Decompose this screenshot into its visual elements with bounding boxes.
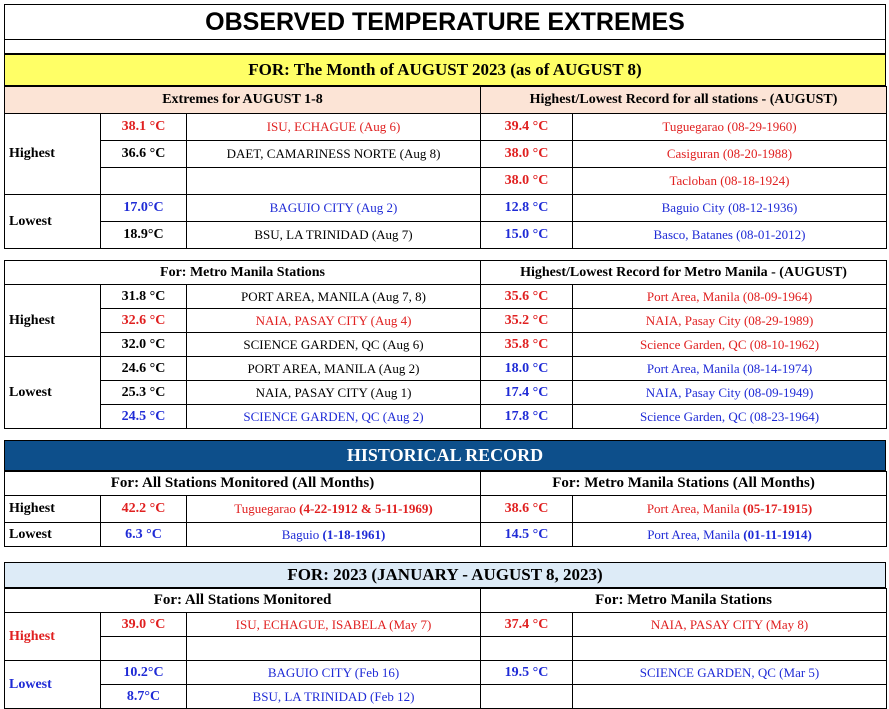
record-station-cell: Tuguegarao (08-29-1960): [573, 114, 887, 141]
station-cell: NAIA, PASAY CITY (Aug 1): [187, 381, 481, 405]
station-cell: BAGUIO CITY (Aug 2): [187, 195, 481, 222]
record-temp-cell: 17.8 °C: [481, 405, 573, 429]
record-temp-cell: 38.0 °C: [481, 168, 573, 195]
temp-cell: [101, 168, 187, 195]
record-station-cell: Science Garden, QC (08-23-1964): [573, 405, 887, 429]
station-cell: ISU, ECHAGUE, ISABELA (May 7): [187, 613, 481, 637]
station-cell: BSU, LA TRINIDAD (Aug 7): [187, 222, 481, 249]
record-temp-cell: 35.6 °C: [481, 285, 573, 309]
section-header: Highest/Lowest Record for Metro Manila - (AUGUST): [481, 261, 887, 285]
historical-banner: HISTORICAL RECORD: [4, 440, 886, 471]
record-temp-cell: 18.0 °C: [481, 357, 573, 381]
station-cell: [187, 523, 481, 547]
record-station-cell: [573, 523, 887, 547]
empty-cell: [187, 637, 481, 661]
section-header: For: Metro Manila Stations (All Months): [481, 472, 887, 496]
month-banner: FOR: The Month of AUGUST 2023 (as of AUGUST 8): [4, 54, 886, 86]
station-name: Port Area, Manila: [647, 526, 740, 542]
station-cell: DAET, CAMARINESS NORTE (Aug 8): [187, 141, 481, 168]
record-station-cell: Baguio City (08-12-1936): [573, 195, 887, 222]
temp-cell: 8.7°C: [101, 685, 187, 709]
temp-cell: 24.5 °C: [101, 405, 187, 429]
station-cell: PORT AREA, MANILA (Aug 2): [187, 357, 481, 381]
august-metro-manila-table: [4, 260, 886, 429]
temp-cell: 25.3 °C: [101, 381, 187, 405]
august-all-stations-table: [4, 86, 886, 249]
lowest-label: Lowest: [5, 523, 101, 547]
lowest-label: Lowest: [5, 661, 101, 709]
record-station-cell: NAIA, Pasay City (08-29-1989): [573, 309, 887, 333]
record-station-cell: Casiguran (08-20-1988): [573, 141, 887, 168]
station-name: Baguio: [281, 526, 320, 542]
station-name: Tuguegarao: [234, 501, 296, 516]
record-station-cell: NAIA, PASAY CITY (May 8): [573, 613, 887, 637]
year-2023-banner: FOR: 2023 (JANUARY - AUGUST 8, 2023): [4, 562, 886, 588]
record-station-cell: Science Garden, QC (08-10-1962): [573, 333, 887, 357]
temp-cell: 42.2 °C: [101, 496, 187, 523]
temp-cell: 32.0 °C: [101, 333, 187, 357]
record-station-cell: SCIENCE GARDEN, QC (Mar 5): [573, 661, 887, 685]
station-cell: PORT AREA, MANILA (Aug 7, 8): [187, 285, 481, 309]
section-header: For: All Stations Monitored (All Months): [5, 472, 481, 496]
temp-cell: 17.0°C: [101, 195, 187, 222]
section-header: For: Metro Manila Stations: [5, 261, 481, 285]
temp-cell: 36.6 °C: [101, 141, 187, 168]
year-2023-section: [4, 562, 886, 709]
lowest-label: Lowest: [5, 195, 101, 249]
lowest-label: Lowest: [5, 357, 101, 429]
record-temp-cell: 37.4 °C: [481, 613, 573, 637]
highest-label: Highest: [5, 496, 101, 523]
record-date: (05-17-1915): [742, 501, 813, 516]
station-cell: [187, 496, 481, 523]
highest-label: Highest: [5, 285, 101, 357]
record-temp-cell: 14.5 °C: [481, 523, 573, 547]
temp-cell: 31.8 °C: [101, 285, 187, 309]
section-header: For: Metro Manila Stations: [481, 589, 887, 613]
record-station-cell: NAIA, Pasay City (08-09-1949): [573, 381, 887, 405]
temp-cell: 38.1 °C: [101, 114, 187, 141]
station-cell: ISU, ECHAGUE (Aug 6): [187, 114, 481, 141]
temp-cell: 10.2°C: [101, 661, 187, 685]
page-title: OBSERVED TEMPERATURE EXTREMES: [4, 4, 886, 40]
historical-record-section: [4, 440, 886, 547]
highest-label: Highest: [5, 613, 101, 661]
station-name: Port Area, Manila: [646, 501, 740, 516]
temp-cell: 32.6 °C: [101, 309, 187, 333]
station-cell: BSU, LA TRINIDAD (Feb 12): [187, 685, 481, 709]
station-cell: SCIENCE GARDEN, QC (Aug 6): [187, 333, 481, 357]
empty-cell: [101, 637, 187, 661]
record-temp-cell: 17.4 °C: [481, 381, 573, 405]
temp-cell: 18.9°C: [101, 222, 187, 249]
record-temp-cell: 15.0 °C: [481, 222, 573, 249]
record-temp-cell: 19.5 °C: [481, 661, 573, 685]
record-station-cell: [573, 496, 887, 523]
record-temp-cell: [481, 685, 573, 709]
record-station-cell: Port Area, Manila (08-14-1974): [573, 357, 887, 381]
record-date: (4-22-1912 & 5-11-1969): [299, 501, 433, 516]
record-date: (1-18-1961): [322, 526, 386, 542]
record-temp-cell: 35.2 °C: [481, 309, 573, 333]
temp-cell: 6.3 °C: [101, 523, 187, 547]
record-date: (01-11-1914): [743, 526, 812, 542]
station-cell: NAIA, PASAY CITY (Aug 4): [187, 309, 481, 333]
record-temp-cell: 38.0 °C: [481, 141, 573, 168]
section-header: Highest/Lowest Record for all stations - (AUGUST): [481, 87, 887, 114]
record-station-cell: Tacloban (08-18-1924): [573, 168, 887, 195]
station-cell: [187, 168, 481, 195]
station-cell: BAGUIO CITY (Feb 16): [187, 661, 481, 685]
highest-label: Highest: [5, 114, 101, 195]
temp-cell: 39.0 °C: [101, 613, 187, 637]
record-temp-cell: 38.6 °C: [481, 496, 573, 523]
spacer-row: [4, 40, 886, 54]
temp-cell: 24.6 °C: [101, 357, 187, 381]
empty-cell: [481, 637, 573, 661]
section-header: Extremes for AUGUST 1-8: [5, 87, 481, 114]
section-header: For: All Stations Monitored: [5, 589, 481, 613]
record-station-cell: Port Area, Manila (08-09-1964): [573, 285, 887, 309]
station-cell: SCIENCE GARDEN, QC (Aug 2): [187, 405, 481, 429]
record-station-cell: [573, 685, 887, 709]
empty-cell: [573, 637, 887, 661]
record-temp-cell: 12.8 °C: [481, 195, 573, 222]
record-temp-cell: 35.8 °C: [481, 333, 573, 357]
record-station-cell: Basco, Batanes (08-01-2012): [573, 222, 887, 249]
record-temp-cell: 39.4 °C: [481, 114, 573, 141]
